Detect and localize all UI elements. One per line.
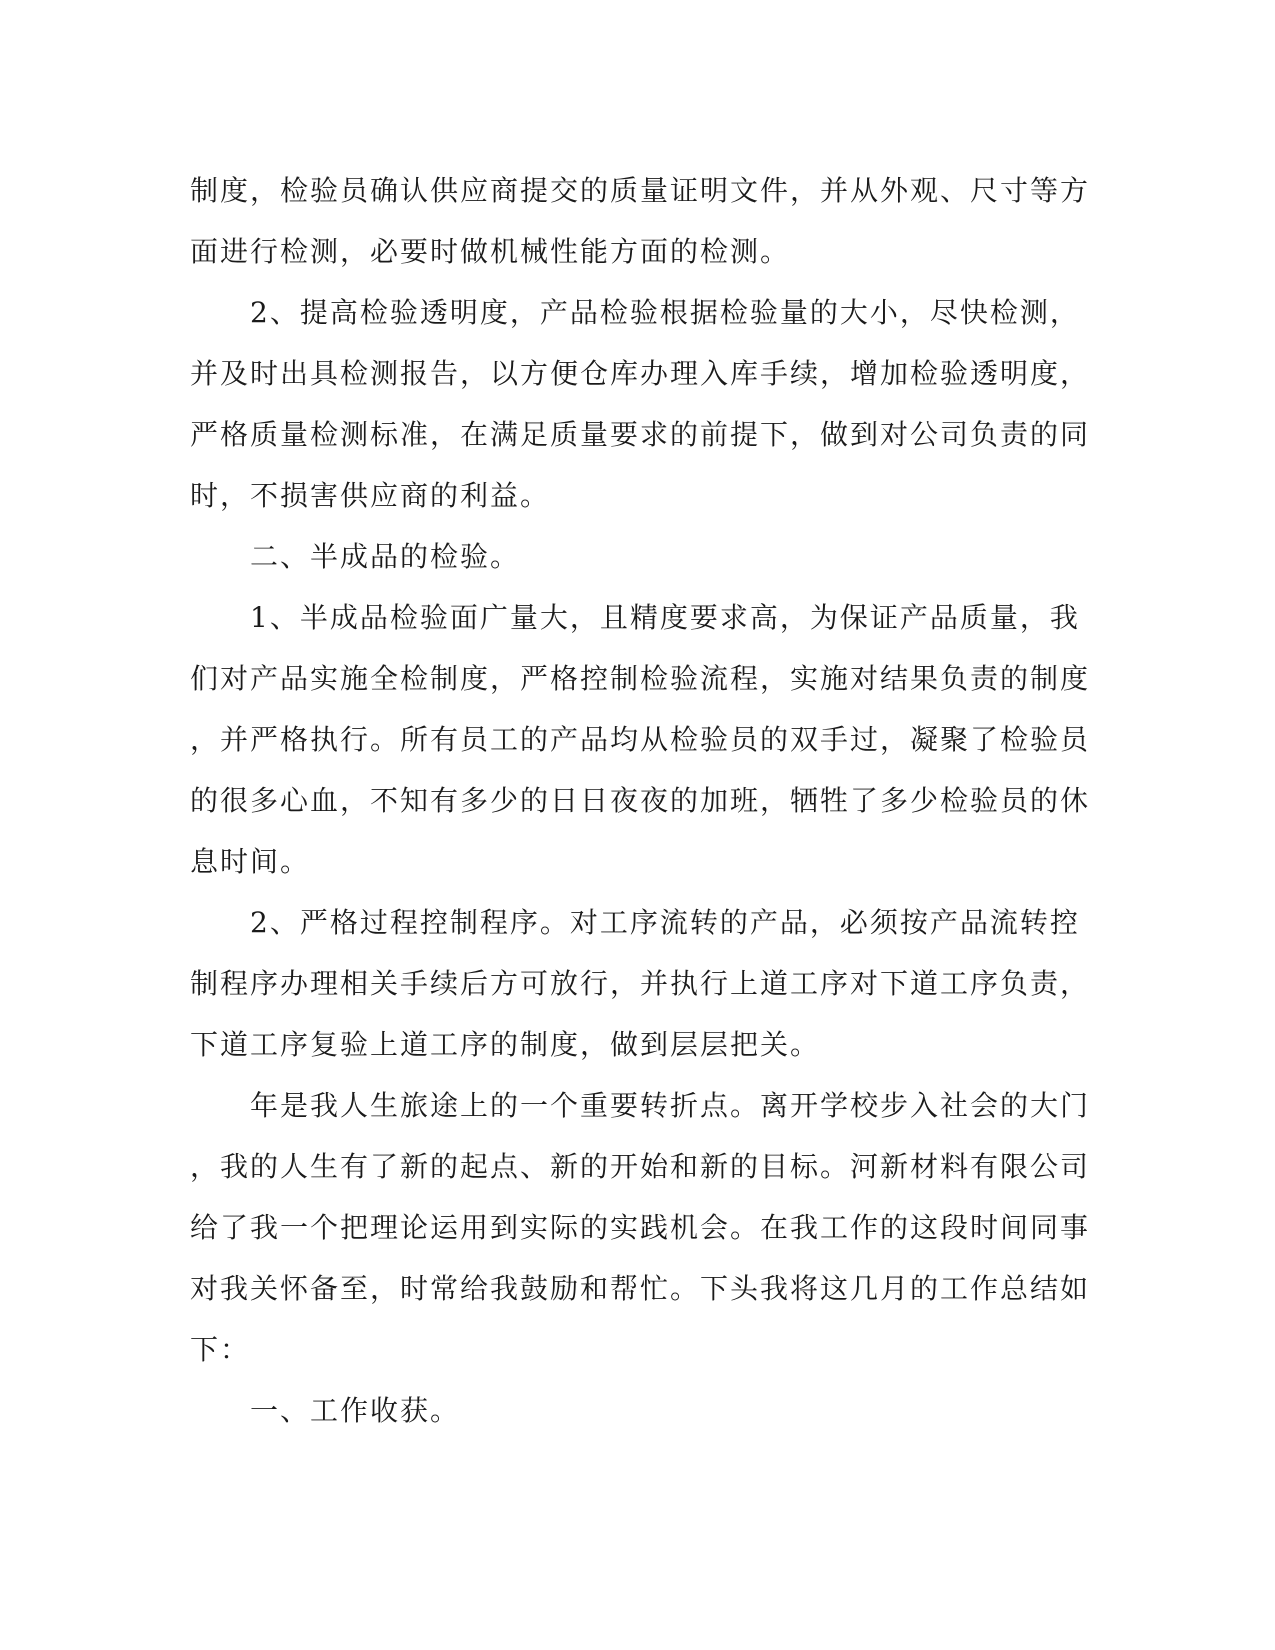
text-line: 面进行检测，必要时做机械性能方面的检测。 [190,235,791,268]
text-line: 制程序办理相关手续后方可放行，并执行上道工序对下道工序负责， [190,967,1091,1000]
text-line: 并及时出具检测报告，以方便仓库办理入库手续，增加检验透明度， [190,357,1091,390]
text-line: 制度，检验员确认供应商提交的质量证明文件，并从外观、尺寸等方 [190,174,1091,207]
text-line: 对我关怀备至，时常给我鼓励和帮忙。下头我将这几月的工作总结如 [190,1272,1091,1305]
text-line: 时，不损害供应商的利益。 [190,479,551,512]
text-line: 严格质量检测标准，在满足质量要求的前提下，做到对公司负责的同 [190,418,1091,451]
text-line: 的很多心血，不知有多少的日日夜夜的加班，牺牲了多少检验员的休 [190,784,1091,817]
text-line: ，并严格执行。所有员工的产品均从检验员的双手过，凝聚了检验员 [190,723,1091,756]
text-line: 2、严格过程控制程序。对工序流转的产品，必须按产品流转控 [190,906,1080,939]
document-body [190,160,1090,1441]
text-line: 下道工序复验上道工序的制度，做到层层把关。 [190,1028,821,1061]
text-line: 年是我人生旅途上的一个重要转折点。离开学校步入社会的大门 [190,1089,1091,1122]
text-line: 息时间。 [190,845,311,878]
section-heading: 一、工作收获。 [190,1394,461,1427]
text-line: 2、提高检验透明度，产品检验根据检验量的大小，尽快检测， [190,296,1080,329]
text-line: 们对产品实施全检制度，严格控制检验流程，实施对结果负责的制度 [190,662,1091,695]
text-line: 下： [190,1333,251,1366]
text-line: 1、半成品检验面广量大，且精度要求高，为保证产品质量，我 [190,601,1080,634]
text-line: 给了我一个把理论运用到实际的实践机会。在我工作的这段时间同事 [190,1211,1091,1244]
section-heading: 二、半成品的检验。 [190,540,521,573]
text-line: ，我的人生有了新的起点、新的开始和新的目标。河新材料有限公司 [190,1150,1091,1183]
